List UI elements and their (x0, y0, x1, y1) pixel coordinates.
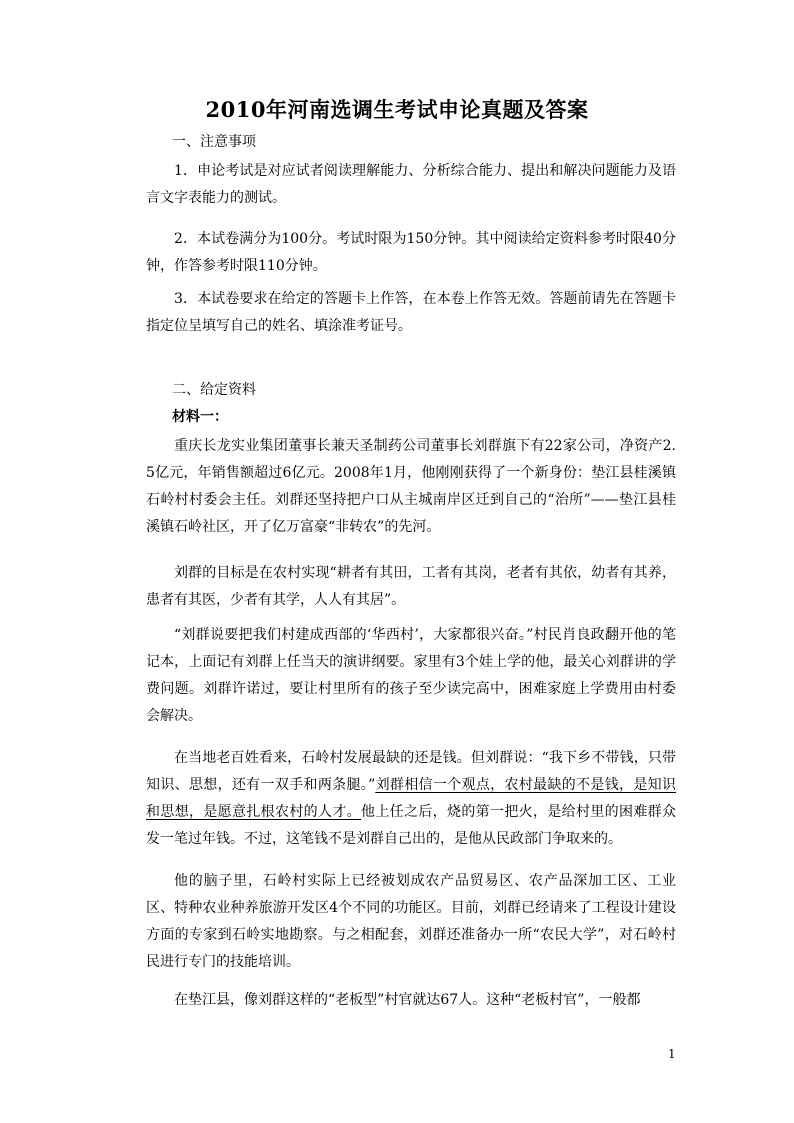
paragraph-4-underlined-text: 刘群相信一个观点，农村最缺的不是钱，是知识和思想，是愿意扎根农村的人才。 (146, 777, 677, 820)
material-paragraph-6: 在垫江县，像刘群这样的“老板型”村官就达67人。这种“老板村官”，一般都 (174, 992, 641, 1008)
material-paragraph-2: 刘群的目标是在农村实现“耕者有其田，工者有其岗，老者有其依，幼者有其养，患者有其医，少者有其学，人人有其居”。 (146, 565, 676, 608)
notice-heading: 一、注意事项 (172, 134, 256, 150)
paragraph-4-text-after: 他上任之后，烧的第一把火，是给村里的困难群众发一笔过年钱。不过，这笔钱不是刘群自己出的，是他从民政部门争取来的。 (146, 804, 676, 847)
document-title: 2010年河南选调生考试申论真题及答案 (205, 97, 589, 122)
notice-item-2: 2．本试卷满分为100分。考试时限为150分钟。其中阅读给定资料参考时限40分钟，作答参考时限110分钟。 (146, 231, 676, 274)
material-paragraph-4 (146, 745, 676, 853)
notice-item-3: 3．本试卷要求在给定的答题卡上作答，在本卷上作答无效。答题前请先在答题卡指定位呈填写自己的姓名、填涂准考证号。 (146, 291, 676, 334)
material-paragraph-1: 重庆长龙实业集团董事长兼天圣制药公司董事长刘群旗下有22家公司，净资产2.5亿元，年销售额超过6亿元。2008年1月，他刚刚获得了一个新身份：垫江县桂溪镇石岭村村委会主任。刘群还坚持把户口从主城南岸区迁到自己的“治所”——垫江县桂溪镇石岭社区，开了亿万富豪“非转农”的先河。 (146, 438, 676, 535)
material-paragraph-5: 他的脑子里，石岭村实际上已经被划成农产品贸易区、农产品深加工区、工业区、特种农业种养旅游开发区4个不同的功能区。目前，刘群已经请来了工程设计建设方面的专家到石岭实地勘察。与之相配套，刘群还准备办一所“农民大学”，对石岭村民进行专门的技能培训。 (146, 873, 676, 970)
material-one-heading: 材料一： (172, 409, 228, 425)
notice-item-1: 1．申论考试是对应试者阅读理解能力、分析综合能力、提出和解决问题能力及语言文字表能力的测试。 (146, 163, 676, 206)
page-number: 1 (668, 1047, 676, 1061)
material-paragraph-3: “刘群说要把我们村建成西部的‘华西村’，大家都很兴奋。”村民肖良政翻开他的笔记本，上面记有刘群上任当天的演讲纲要。家里有3个娃上学的他，最关心刘群讲的学费问题。刘群许诺过，要让村里所有的孩子至少读完高中，困难家庭上学费用由村委会解决。 (146, 627, 676, 724)
paragraph-4-text-before: 在当地老百姓看来，石岭村发展最缺的还是钱。但刘群说：“我下乡不带钱，只带知识、思想，还有一双手和两条腿。” (146, 750, 676, 793)
materials-heading: 二、给定资料 (172, 382, 256, 398)
